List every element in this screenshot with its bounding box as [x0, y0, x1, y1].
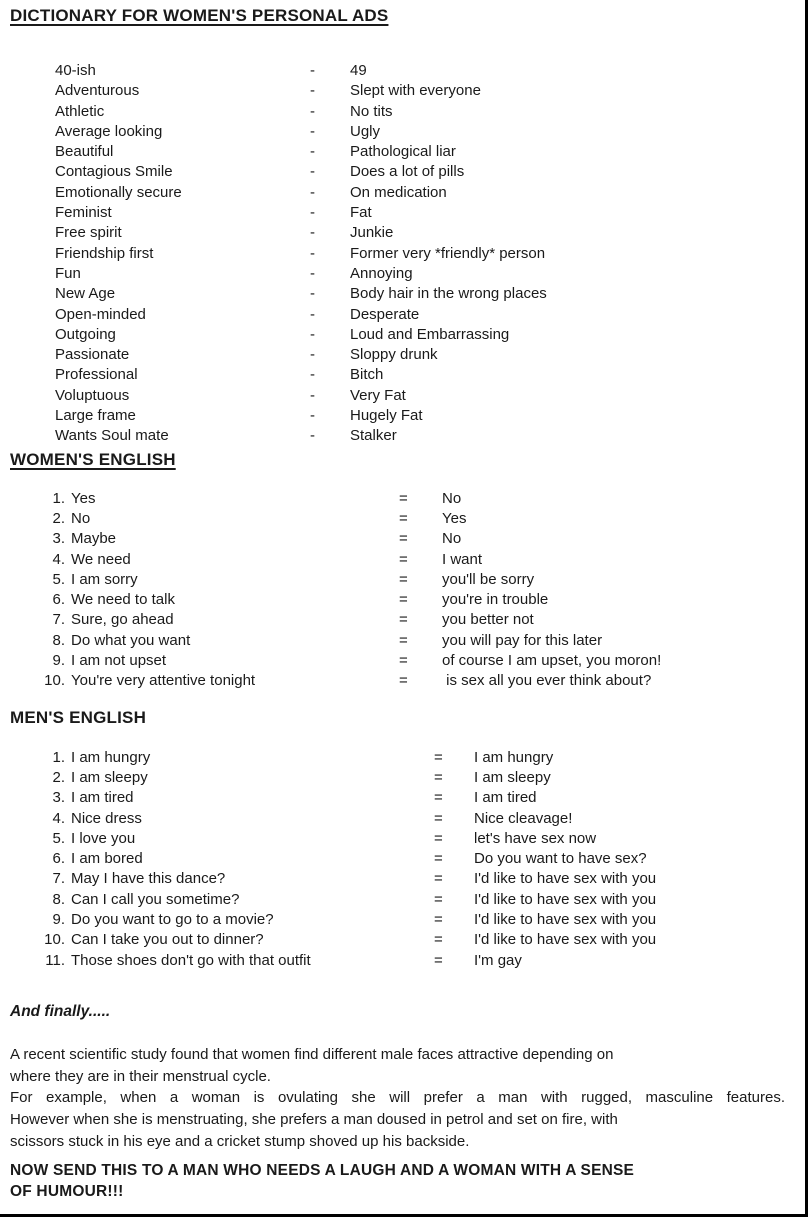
personal-ads-list	[0, 61, 805, 447]
item-number: 6.	[52, 591, 65, 609]
womens-english-row	[0, 610, 805, 630]
womens-phrase: Maybe	[71, 530, 117, 548]
ad-term: 40-ish	[55, 62, 96, 79]
womens-meaning: of course I am upset, you moron!	[442, 652, 662, 670]
mens-english-heading: MEN'S ENGLISH	[10, 707, 147, 727]
equals-separator: =	[399, 509, 408, 527]
womens-english-row	[0, 631, 805, 651]
equals-separator: =	[434, 931, 443, 949]
item-number: 8.	[52, 890, 65, 908]
womens-phrase: We need	[71, 550, 131, 568]
study-paragraph-line: A recent scientific study found that women find different male faces attractive depending on	[10, 1045, 614, 1063]
equals-separator: =	[434, 910, 443, 928]
mens-meaning: I'd like to have sex with you	[474, 890, 657, 908]
ad-meaning: Ugly	[350, 122, 381, 140]
equals-separator: =	[399, 530, 408, 548]
and-finally-lead: And finally.....	[10, 1002, 111, 1020]
item-number: 5.	[52, 570, 65, 588]
equals-separator: =	[434, 951, 443, 969]
mens-english-row	[0, 788, 805, 808]
womens-english-row	[0, 570, 805, 590]
mens-english-row	[0, 748, 805, 768]
dash-separator: -	[310, 163, 315, 181]
item-number: 9.	[52, 910, 65, 928]
dash-separator: -	[310, 183, 315, 201]
dash-separator: -	[310, 346, 315, 364]
mens-phrase: I am hungry	[71, 748, 151, 766]
ad-meaning: Loud and Embarrassing	[350, 325, 510, 343]
page-title: DICTIONARY FOR WOMEN'S PERSONAL ADS	[10, 6, 389, 25]
item-number: 1.	[52, 748, 65, 766]
womens-english-heading: WOMEN'S ENGLISH	[10, 449, 176, 469]
mens-phrase: I love you	[71, 829, 136, 847]
ad-meaning: Slept with everyone	[350, 82, 481, 100]
ad-term: Adventurous	[55, 82, 140, 100]
dash-separator: -	[310, 407, 315, 425]
item-number: 11.	[45, 951, 65, 969]
mens-english-row	[0, 809, 805, 829]
womens-english-row	[0, 489, 805, 509]
womens-phrase: Sure, go ahead	[71, 611, 174, 629]
ad-term: Feminist	[55, 204, 112, 222]
dash-separator: -	[310, 102, 315, 120]
dash-separator: -	[310, 224, 315, 242]
personal-ad-row	[0, 183, 805, 203]
closing-statement	[10, 1160, 785, 1202]
ad-term: Free spirit	[55, 224, 122, 242]
item-number: 3.	[52, 530, 65, 548]
ad-meaning: Body hair in the wrong places	[350, 285, 547, 303]
womens-phrase: We need to talk	[71, 591, 175, 609]
womens-english-row	[0, 651, 805, 671]
ad-term: Professional	[55, 366, 138, 384]
study-paragraph-line: However when she is menstruating, she prefers a man doused in petrol and set on fire, with	[10, 1110, 618, 1128]
equals-separator: =	[399, 652, 408, 670]
personal-ad-row	[0, 203, 805, 223]
womens-meaning: No	[442, 489, 462, 507]
mens-meaning: Nice cleavage!	[474, 809, 573, 827]
closing-statement-line: NOW SEND THIS TO A MAN WHO NEEDS A LAUGH AND A WOMAN WITH A SENSE	[10, 1162, 635, 1180]
study-paragraph-line: For example, when a woman is ovulating she will prefer a man with rugged, masculine features.	[10, 1089, 785, 1107]
mens-meaning: I'm gay	[474, 951, 522, 969]
dash-separator: -	[310, 427, 315, 445]
mens-phrase: I am sleepy	[71, 768, 148, 786]
ad-term: Passionate	[55, 346, 130, 364]
womens-meaning: you're in trouble	[442, 591, 549, 609]
ad-term: Contagious Smile	[55, 163, 173, 181]
dash-separator: -	[310, 264, 315, 282]
equals-separator: =	[399, 550, 408, 568]
womens-english-row	[0, 509, 805, 529]
personal-ad-row	[0, 264, 805, 284]
ad-term: Open-minded	[55, 305, 146, 323]
mens-english-list	[0, 748, 805, 971]
item-number: 4.	[52, 809, 65, 827]
mens-english-row	[0, 930, 805, 950]
item-number: 3.	[52, 789, 65, 807]
ad-term: Beautiful	[55, 143, 114, 161]
mens-meaning: Do you want to have sex?	[474, 850, 647, 868]
ad-term: Wants Soul mate	[55, 427, 169, 445]
ad-meaning: Desperate	[350, 305, 420, 323]
womens-english-row	[0, 529, 805, 549]
womens-phrase: No	[71, 509, 91, 527]
equals-separator: =	[434, 789, 443, 807]
study-paragraph	[10, 1044, 785, 1153]
ad-term: Large frame	[55, 407, 136, 425]
womens-meaning: you better not	[442, 611, 534, 629]
dash-separator: -	[310, 82, 315, 100]
mens-meaning: let's have sex now	[474, 829, 597, 847]
dash-separator: -	[310, 244, 315, 262]
item-number: 2.	[52, 509, 65, 527]
mens-meaning: I am sleepy	[474, 768, 551, 786]
womens-phrase: You're very attentive tonight	[71, 672, 256, 690]
personal-ad-row	[0, 325, 805, 345]
item-number: 9.	[52, 652, 65, 670]
equals-separator: =	[399, 570, 408, 588]
womens-phrase: Yes	[71, 489, 96, 507]
personal-ad-row	[0, 122, 805, 142]
personal-ad-row	[0, 81, 805, 101]
mens-english-row	[0, 869, 805, 889]
ad-meaning: Annoying	[350, 264, 413, 282]
womens-meaning: is sex all you ever think about?	[442, 672, 652, 690]
personal-ad-row	[0, 365, 805, 385]
ad-meaning: On medication	[350, 183, 447, 201]
mens-phrase: Do you want to go to a movie?	[71, 910, 274, 928]
dash-separator: -	[310, 325, 315, 343]
item-number: 7.	[52, 870, 65, 888]
ad-meaning: Junkie	[350, 224, 394, 242]
study-paragraph-line: where they are in their menstrual cycle.	[10, 1067, 271, 1085]
ad-term: New Age	[55, 285, 116, 303]
ad-meaning: Bitch	[350, 366, 384, 384]
dash-separator: -	[310, 386, 315, 404]
mens-english-row	[0, 768, 805, 788]
ad-term: Average looking	[55, 122, 163, 140]
ad-meaning: No tits	[350, 102, 393, 120]
equals-separator: =	[399, 489, 408, 507]
personal-ad-row	[0, 102, 805, 122]
study-paragraph-line: scissors stuck in his eye and a cricket stump shoved up his backside.	[10, 1132, 470, 1150]
womens-phrase: Do what you want	[71, 631, 191, 649]
ad-term: Emotionally secure	[55, 183, 182, 201]
womens-english-row	[0, 590, 805, 610]
personal-ad-row	[0, 142, 805, 162]
ad-term: Friendship first	[55, 244, 154, 262]
womens-english-row	[0, 671, 805, 691]
item-number: 6.	[52, 850, 65, 868]
mens-meaning: I am tired	[474, 789, 537, 807]
dash-separator: -	[310, 204, 315, 222]
mens-phrase: I am tired	[71, 789, 134, 807]
item-number: 5.	[52, 829, 65, 847]
womens-english-row	[0, 550, 805, 570]
personal-ad-row	[0, 162, 805, 182]
ad-meaning: Fat	[350, 204, 372, 222]
item-number: 8.	[52, 631, 65, 649]
item-number: 10.	[44, 672, 65, 690]
ad-term: Athletic	[55, 102, 105, 120]
item-number: 10.	[44, 931, 65, 949]
equals-separator: =	[434, 809, 443, 827]
mens-english-row	[0, 829, 805, 849]
equals-separator: =	[434, 870, 443, 888]
dash-separator: -	[310, 366, 315, 384]
equals-separator: =	[399, 611, 408, 629]
item-number: 4.	[52, 550, 65, 568]
item-number: 7.	[52, 611, 65, 629]
womens-meaning: I want	[442, 550, 483, 568]
ad-meaning: Pathological liar	[350, 143, 456, 161]
mens-phrase: Can I call you sometime?	[71, 890, 240, 908]
mens-english-row	[0, 890, 805, 910]
personal-ad-row	[0, 284, 805, 304]
dash-separator: -	[310, 285, 315, 303]
personal-ad-row	[0, 386, 805, 406]
mens-meaning: I am hungry	[474, 748, 554, 766]
ad-meaning: Does a lot of pills	[350, 163, 465, 181]
equals-separator: =	[399, 591, 408, 609]
dash-separator: -	[310, 122, 315, 140]
mens-meaning: I'd like to have sex with you	[474, 931, 657, 949]
womens-phrase: I am sorry	[71, 570, 138, 588]
equals-separator: =	[434, 829, 443, 847]
ad-meaning: Very Fat	[350, 386, 406, 404]
ad-meaning: Stalker	[350, 427, 397, 445]
mens-english-row	[0, 849, 805, 869]
ad-meaning: Sloppy drunk	[350, 346, 438, 364]
mens-phrase: May I have this dance?	[71, 870, 226, 888]
personal-ad-row	[0, 426, 805, 446]
mens-phrase: Nice dress	[71, 809, 142, 827]
mens-phrase: I am bored	[71, 850, 143, 868]
womens-meaning: No	[442, 530, 462, 548]
ad-meaning: Hugely Fat	[350, 407, 423, 425]
womens-phrase: I am not upset	[71, 652, 167, 670]
dash-separator: -	[310, 305, 315, 323]
ad-term: Voluptuous	[55, 386, 130, 404]
ad-meaning: 49	[350, 62, 367, 79]
equals-separator: =	[399, 672, 408, 690]
dash-separator: -	[310, 143, 315, 161]
ad-term: Outgoing	[55, 325, 116, 343]
equals-separator: =	[434, 890, 443, 908]
equals-separator: =	[434, 748, 443, 766]
item-number: 1.	[52, 489, 65, 507]
womens-meaning: you'll be sorry	[442, 570, 535, 588]
mens-phrase: Those shoes don't go with that outfit	[71, 951, 311, 969]
ad-meaning: Former very *friendly* person	[350, 244, 546, 262]
equals-separator: =	[434, 850, 443, 868]
mens-english-row	[0, 951, 805, 971]
womens-meaning: you will pay for this later	[442, 631, 603, 649]
womens-english-list	[0, 489, 805, 692]
womens-meaning: Yes	[442, 509, 467, 527]
item-number: 2.	[52, 768, 65, 786]
mens-english-row	[0, 910, 805, 930]
mens-meaning: I'd like to have sex with you	[474, 870, 657, 888]
ad-term: Fun	[55, 264, 81, 282]
personal-ad-row	[0, 223, 805, 243]
equals-separator: =	[434, 768, 443, 786]
closing-statement-line: OF HUMOUR!!!	[10, 1183, 124, 1201]
equals-separator: =	[399, 631, 408, 649]
personal-ad-row	[0, 305, 805, 325]
dash-separator: -	[310, 62, 315, 79]
mens-phrase: Can I take you out to dinner?	[71, 931, 264, 949]
personal-ad-row	[0, 345, 805, 365]
personal-ad-row	[0, 406, 805, 426]
personal-ad-row	[0, 61, 805, 81]
personal-ad-row	[0, 244, 805, 264]
mens-meaning: I'd like to have sex with you	[474, 910, 657, 928]
